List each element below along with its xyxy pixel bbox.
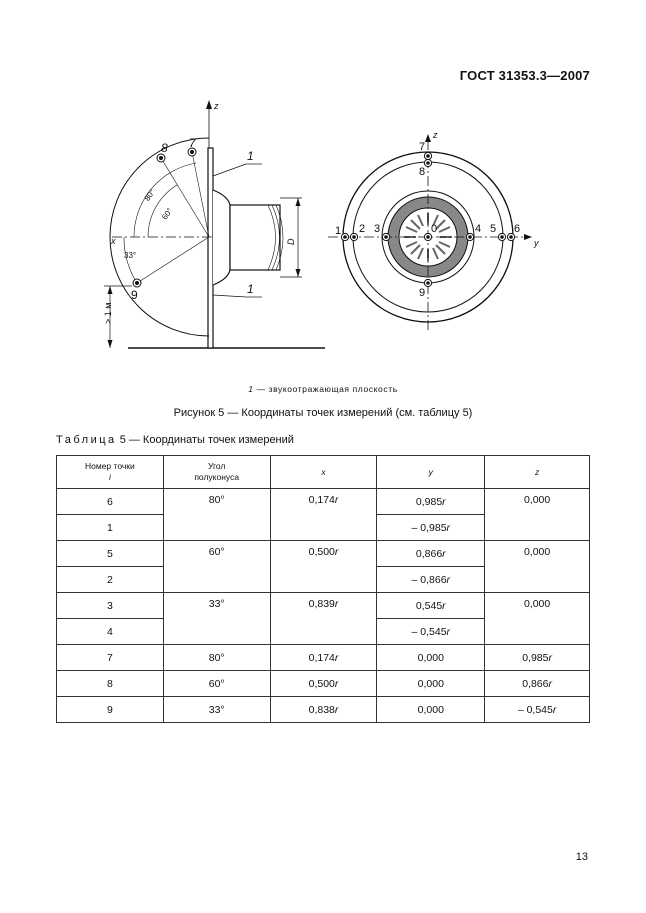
label-ref-1-top: 1 bbox=[247, 149, 254, 163]
table-row: 9 33° 0,838r 0,000 – 0,545r bbox=[57, 697, 590, 723]
label-point-7-right: 7 bbox=[419, 141, 426, 153]
side-view-drawing bbox=[104, 100, 325, 348]
label-diameter: D bbox=[286, 238, 296, 245]
measurement-arc bbox=[110, 138, 209, 336]
label-point-2-right: 2 bbox=[359, 223, 366, 235]
page-number: 13 bbox=[575, 851, 588, 863]
label-angle-60: 60° bbox=[160, 206, 175, 222]
label-angle-80: 80° bbox=[142, 187, 157, 203]
table-row: 1 – 0,985r bbox=[57, 515, 590, 541]
source-horn bbox=[213, 190, 230, 285]
header-x: x bbox=[270, 456, 377, 489]
label-z-right: z bbox=[433, 130, 438, 140]
table-row: 4 – 0,545r bbox=[57, 619, 590, 645]
header-angle: Угол полуконуса bbox=[163, 456, 270, 489]
leader-1-top bbox=[213, 164, 246, 176]
header-z: z bbox=[485, 456, 590, 489]
label-x-left: x bbox=[111, 236, 116, 246]
label-point-9-right: 9 bbox=[419, 287, 426, 299]
z-axis-arrow-left bbox=[206, 100, 212, 109]
leader-1-bottom bbox=[213, 295, 246, 297]
label-point-3-right: 3 bbox=[374, 223, 381, 235]
z-axis-arrow-right bbox=[425, 134, 431, 142]
legend-number: 1 bbox=[248, 384, 254, 394]
label-point-8-left: 8 bbox=[161, 141, 168, 155]
radius-line-9 bbox=[137, 237, 209, 283]
label-point-0-right: 0 bbox=[431, 223, 438, 235]
label-y-right: y bbox=[534, 238, 539, 248]
header-point: Номер точки i bbox=[57, 456, 164, 489]
label-angle-33: 33° bbox=[124, 251, 137, 260]
label-point-7-left: 7 bbox=[189, 136, 196, 150]
label-point-4-right: 4 bbox=[475, 223, 482, 235]
label-ref-1-bottom: 1 bbox=[247, 282, 254, 296]
reflecting-plane bbox=[208, 148, 213, 348]
label-point-1-right: 1 bbox=[335, 225, 342, 237]
coordinates-table bbox=[56, 455, 590, 723]
legend-text: — звукоотражающая плоскость bbox=[253, 384, 398, 394]
document-standard-header: ГОСТ 31353.3—2007 bbox=[459, 68, 590, 83]
y-axis-arrow-right bbox=[524, 234, 532, 240]
header-y: y bbox=[377, 456, 485, 489]
table-row: 5 60° 0,500r 0,866r 0,000 bbox=[57, 541, 590, 567]
angle-arc-33 bbox=[124, 237, 137, 283]
table-row: 6 80° 0,174r 0,985r 0,000 bbox=[57, 489, 590, 515]
label-point-9-left: 9 bbox=[131, 288, 138, 302]
measurement-points-figure bbox=[0, 0, 646, 380]
label-point-8-right: 8 bbox=[419, 166, 426, 178]
table-header-row bbox=[57, 456, 590, 489]
source-body bbox=[230, 205, 280, 270]
label-z-left: z bbox=[214, 101, 219, 111]
radius-line-7 bbox=[192, 152, 209, 237]
table-title-word: Таблица bbox=[56, 434, 117, 446]
table-row: 3 33° 0,839r 0,545r 0,000 bbox=[57, 593, 590, 619]
table-title-rest: 5 — Координаты точек измерений bbox=[116, 434, 294, 446]
label-height: > 1 м bbox=[103, 302, 113, 324]
figure-caption: Рисунок 5 — Координаты точек измерений (см. таблицу 5) bbox=[173, 407, 473, 419]
label-point-5-right: 5 bbox=[490, 223, 497, 235]
label-point-6-right: 6 bbox=[514, 223, 521, 235]
table-row: 7 80° 0,174r 0,000 0,985r bbox=[57, 645, 590, 671]
table-row: 8 60° 0,500r 0,000 0,866r bbox=[57, 671, 590, 697]
figure-legend bbox=[0, 384, 646, 394]
table-row: 2 – 0,866r bbox=[57, 567, 590, 593]
radius-line-8 bbox=[161, 158, 209, 237]
table-title bbox=[56, 434, 294, 446]
